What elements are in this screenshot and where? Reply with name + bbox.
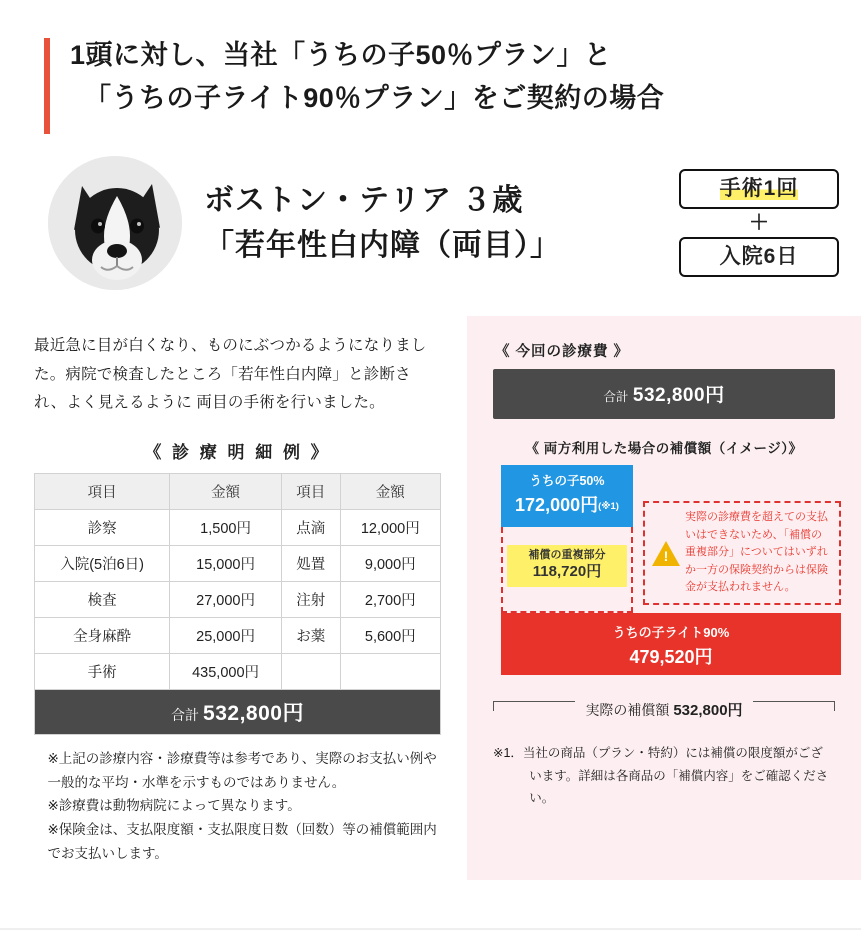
brace-right [753,701,835,711]
col-item-2: 項目 [281,474,340,510]
header-accent-bar [44,38,50,134]
bar-plan-50-amount [501,491,633,517]
right-footnote: ※1．当社の商品（プラン・特約）には補償の限度額がございます。詳細は各商品の「補償内容」をご確認ください。 [493,746,829,805]
bar-plan-light-90-amount: 479,520円 [629,647,713,667]
pet-photo [48,156,182,290]
table-row [35,546,441,582]
cell-amount: 5,600円 [340,618,440,654]
cost-total-value: 532,800円 [632,385,725,406]
table-row [35,618,441,654]
bar-plan-50-amount-value: 172,000円 [515,495,599,515]
cell-amount-empty [340,654,440,690]
page-header [0,0,861,134]
badge-hospitalization [679,237,839,277]
bar-plan-light-90 [501,613,841,675]
pet-title [204,178,561,268]
note-1: ※上記の診療内容・診療費等は参考であり、実際のお支払い例や一般的な平均・水準を示すものではありません。 [47,751,437,790]
cell-amount: 15,000円 [170,546,282,582]
cell-amount: 27,000円 [170,582,282,618]
badge-plus-sign: ＋ [749,212,769,234]
pet-breed-age: ボストン・テリア ３歳 [204,184,524,217]
case-story: 最近急に目が白くなり、ものにぶつかるようになりました。病院で検査したところ「若年性白内障」と診断され、よく見えるように 両目の手術を行いました。 [34,337,427,412]
chart-heading: 《 両方利用した場合の補償額（イメージ）》 [525,441,803,456]
note-2: ※診療費は動物病院によって異なります。 [47,798,301,814]
actual-payout-value: 532,800円 [673,702,743,719]
cell-item: 点滴 [281,510,340,546]
cell-amount: 25,000円 [170,618,282,654]
bar-plan-light-90-name: うちの子ライト90% [612,625,730,640]
left-column [0,316,467,880]
overlap-tag-amount: 118,720円 [532,562,602,580]
col-amount-2: 金額 [340,474,440,510]
table-row [35,510,441,546]
treatment-detail-table [34,473,441,735]
cell-item: 入院(5泊6日) [35,546,170,582]
page-title [70,34,664,120]
badge-hospitalization-label: 入院6日 [719,245,799,268]
cost-total-label: 合計 [603,390,629,404]
disclaimer-notes [34,747,441,865]
col-amount-1: 金額 [170,474,282,510]
cell-item: 検査 [35,582,170,618]
cell-item: 手術 [35,654,170,690]
cell-item: 全身麻酔 [35,618,170,654]
table-total-row [35,690,441,735]
warning-callout-text: 実際の診療費を超えての支払いはできないため、「補償の重複部分」についてはいずれか一方の保険契約からは保険金が支払われません。 [685,511,828,594]
bar-plan-50 [501,465,633,527]
page-title-line1: 1頭に対し、当社「うちの子50％プラン」と [70,40,612,70]
cell-item: お薬 [281,618,340,654]
warning-icon [651,541,681,566]
badge-surgery-label: 手術1回 [719,176,799,200]
cell-amount: 2,700円 [340,582,440,618]
cell-item: 注射 [281,582,340,618]
right-column [467,316,861,880]
pet-diagnosis: 「若年性白内障（両目）」 [204,229,561,262]
badge-surgery [679,169,839,209]
note-3: ※保険金は、支払限度額・支払限度日数（回数）等の補償範囲内でお支払いします。 [47,821,437,861]
actual-payout-label: 実際の補償額 [585,702,670,718]
cell-item: 処置 [281,546,340,582]
total-value: 532,800円 [203,702,304,726]
coverage-chart [493,465,835,691]
overlap-tag-label: 補償の重複部分 [528,549,606,561]
pet-summary [0,134,861,290]
bar-plan-50-name: うちの子50% [529,474,605,488]
table-header-row [35,474,441,510]
overlap-tag [507,545,627,587]
main-content [0,316,861,880]
cell-item-empty [281,654,340,690]
actual-payout [575,699,752,720]
table-row [35,654,441,690]
page-title-line2: 「うちの子ライト90％プラン」をご契約の場合 [84,83,665,114]
cell-amount: 1,500円 [170,510,282,546]
warning-callout [643,501,841,605]
bar-plan-50-footnote-mark: (※1) [598,501,619,512]
actual-payout-row [493,695,835,719]
treatment-badges [679,169,839,277]
cell-item: 診察 [35,510,170,546]
cost-total-bar [493,369,835,419]
table-row [35,582,441,618]
cell-amount: 435,000円 [170,654,282,690]
cell-amount: 9,000円 [340,546,440,582]
brace-left [493,701,575,711]
col-item-1: 項目 [35,474,170,510]
total-label: 合計 [171,707,200,724]
detail-table-title: 《 診 療 明 細 例 》 [144,443,331,463]
cell-amount: 12,000円 [340,510,440,546]
cost-heading: 《 今回の診療費 》 [495,344,630,360]
